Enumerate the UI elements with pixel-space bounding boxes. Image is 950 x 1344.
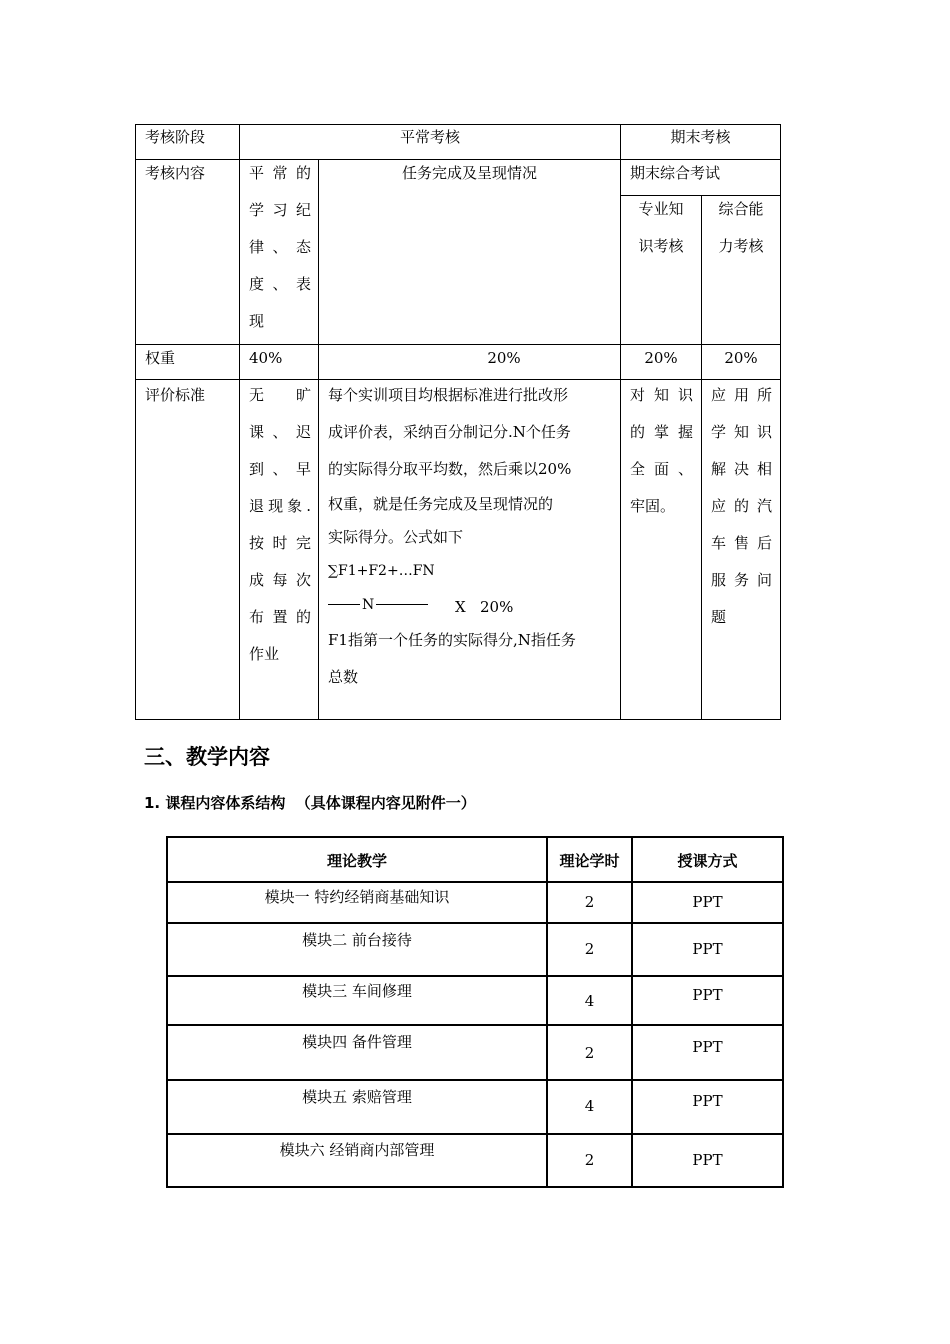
module-name: 模块二 前台接待	[302, 931, 412, 949]
module-method: PPT	[692, 893, 723, 911]
module-hours: 2	[584, 893, 595, 911]
criteria-usual-line: 到、早	[249, 460, 311, 478]
usual-discipline-line: 度、表	[249, 275, 311, 293]
criteria-label: 评价标准	[145, 386, 206, 404]
usual-discipline-line: 平常的	[249, 164, 311, 182]
weight-knowledge: 20%	[644, 349, 678, 367]
module-hours: 4	[584, 1097, 595, 1115]
ability-line: 力考核	[718, 237, 764, 255]
criteria-task-line: 权重，就是任务完成及呈现情况的	[328, 495, 554, 513]
knowledge-assessment-cell	[621, 191, 701, 265]
criteria-usual-line: 课、迟	[249, 423, 311, 441]
criteria-knowledge-line: 对知识	[630, 386, 693, 404]
formula-multiplier: X 20%	[455, 598, 514, 616]
criteria-task-note	[328, 622, 614, 696]
criteria-ability-line: 题	[711, 608, 727, 626]
weight-ability: 20%	[724, 349, 758, 367]
usual-discipline-line: 现	[249, 312, 265, 330]
criteria-task-line: 实际得分。公式如下	[328, 528, 464, 546]
weight-usual: 40%	[249, 349, 283, 367]
criteria-usual-line: 无 旷	[249, 386, 311, 404]
knowledge-line: 识考核	[638, 237, 684, 255]
module-hours: 2	[584, 1151, 595, 1169]
criteria-usual-line: 按时完	[249, 534, 311, 552]
module-name: 模块六 经销商内部管理	[279, 1141, 435, 1159]
header-hours: 理论学时	[559, 852, 620, 870]
module-method: PPT	[692, 1151, 723, 1169]
criteria-task-cell	[328, 377, 614, 554]
subsection-title: 1. 课程内容体系结构 （具体课程内容见附件一）	[144, 794, 476, 812]
criteria-task-line: 成评价表，采纳百分制记分.N个任务	[328, 423, 571, 441]
usual-assessment-header: 平常考核	[399, 128, 460, 146]
knowledge-line: 专业知	[638, 200, 684, 218]
criteria-usual-cell	[249, 377, 311, 673]
criteria-usual-line: 退现象.	[249, 497, 311, 515]
module-name: 模块一 特约经销商基础知识	[264, 888, 450, 906]
module-method: PPT	[692, 940, 723, 958]
criteria-ability-cell	[711, 377, 772, 636]
usual-discipline-line: 律、态	[249, 238, 311, 256]
criteria-ability-line: 服务问	[711, 571, 772, 589]
ability-assessment-cell	[702, 191, 780, 265]
criteria-knowledge-line: 牢固。	[630, 497, 676, 515]
module-method: PPT	[692, 1038, 723, 1056]
formula-denominator: N	[362, 597, 375, 613]
weight-label: 权重	[145, 349, 176, 367]
section-title: 三、教学内容	[144, 745, 270, 769]
criteria-usual-line: 布置的	[249, 608, 311, 626]
content-label: 考核内容	[145, 164, 206, 182]
criteria-usual-line: 作业	[249, 645, 280, 663]
criteria-task-note-line: F1指第一个任务的实际得分,N指任务	[328, 631, 576, 649]
criteria-usual-line: 成每次	[249, 571, 311, 589]
criteria-task-note-line: 总数	[328, 668, 359, 686]
usual-discipline-line: 学习纪	[249, 201, 311, 219]
module-hours: 2	[584, 940, 595, 958]
weight-task: 20%	[487, 349, 521, 367]
ability-line: 综合能	[718, 200, 764, 218]
criteria-knowledge-line: 全面、	[630, 460, 693, 478]
final-exam-label: 期末综合考试	[630, 164, 721, 182]
header-theory: 理论教学	[326, 852, 387, 870]
formula-fraction-bar	[328, 604, 428, 605]
criteria-ability-line: 车售后	[711, 534, 772, 552]
module-name: 模块五 索赔管理	[302, 1088, 412, 1106]
module-name: 模块三 车间修理	[302, 982, 412, 1000]
module-hours: 4	[584, 992, 595, 1010]
criteria-ability-line: 学知识	[711, 423, 772, 441]
module-method: PPT	[692, 986, 723, 1004]
criteria-task-line: 的实际得分取平均数，然后乘以20%	[328, 460, 572, 478]
usual-discipline-cell	[249, 155, 311, 340]
module-hours: 2	[584, 1044, 595, 1062]
stage-label: 考核阶段	[145, 128, 206, 146]
criteria-ability-line: 解决相	[711, 460, 772, 478]
module-name: 模块四 备件管理	[302, 1033, 412, 1051]
formula-numerator: ∑F1+F2+…FN	[328, 563, 435, 579]
criteria-ability-line: 应的汽	[711, 497, 772, 515]
criteria-knowledge-cell	[630, 377, 693, 525]
criteria-task-line: 每个实训项目均根据标准进行批改形	[328, 386, 569, 404]
task-label: 任务完成及呈现情况	[401, 164, 537, 182]
header-method: 授课方式	[677, 852, 738, 870]
criteria-knowledge-line: 的掌握	[630, 423, 693, 441]
final-assessment-header: 期末考核	[670, 128, 731, 146]
module-method: PPT	[692, 1092, 723, 1110]
criteria-ability-line: 应用所	[711, 386, 772, 404]
